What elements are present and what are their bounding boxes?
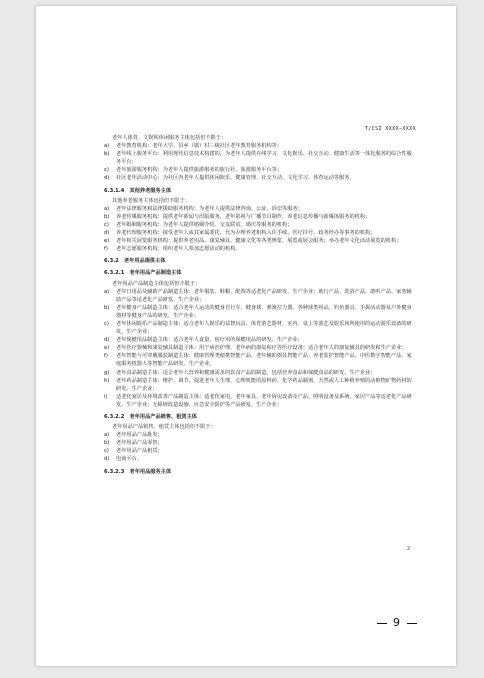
list-item-text: 养老代理服务机构：接受老年人或其家属委托，代为办理养老机构入住手续、医疗挂号、政务经办等事务的机构；: [116, 230, 376, 237]
list-marker: i): [104, 393, 108, 400]
page-number-small: 2: [406, 546, 410, 552]
document-page: [36, 6, 456, 666]
list-item-text: 适老化家居及环境改善产品制造主体：适老化家电、老年家具、老年厨房设备及产品、照明设备及系统、家居产品等适老化产品研发、生产企业；无障碍改造设施、应急安全防护等产品研发、生产企业；: [116, 393, 412, 408]
list-item: [104, 150, 416, 166]
list-marker: h): [104, 377, 110, 384]
list-item: [104, 205, 416, 213]
list-marker: b): [104, 440, 110, 447]
list-marker: b): [104, 151, 110, 158]
list-marker: a): [104, 143, 110, 150]
list-item-text: 老年线上服务平台：利用现代信息技术构建的，为老年人提供在线学习、文化娱乐、社交互动、健康生活等一体化服务的综合性服务平台；: [116, 151, 412, 166]
list-item-text: 老年教育机构：老年大学、县乡（镇）村三级社区老年教育服务机构等；: [116, 143, 283, 150]
list-item-text: 老年药品制造主体：维护、调节、促进老年人生理、心理机能的原料药、化学药品制剂、天然或人工种植养殖的动植物矿物药材的研发、生产企业；: [116, 377, 412, 392]
list-marker: d): [104, 456, 110, 463]
list-marker: b): [104, 213, 110, 220]
list-marker: c): [104, 448, 109, 455]
standard-code: T/CSI XXXX—XXXX: [364, 126, 416, 132]
list-item-text: 老年旅游服务机构：为老年人提供旅游服务的旅行社、旅游服务平台等；: [116, 167, 283, 174]
list-item-text: 老年用品产品批发；: [116, 432, 163, 439]
list-marker: g): [104, 369, 110, 376]
list-marker: e): [104, 238, 110, 245]
list-item: [104, 439, 416, 447]
paragraph: 老年用品产品销售、租赁主体包括但不限于：: [112, 424, 216, 431]
list-item: [104, 221, 416, 229]
list-item-text: 社区老年活动中心：为社区内老年人提供休闲娱乐、健康管理、社交互动、文化学习、体育运动等服务。: [116, 175, 355, 182]
list-item: [104, 304, 416, 320]
list-marker: d): [104, 337, 110, 344]
list-item-text: 老年日用品及辅助产品制造主体：老年服装、鞋帽、配饰等适老化产品研发、生产企业；助行产品、洗浴产品、助听产品、家务辅助产品等适老化产品研发、生产企业；: [116, 288, 412, 303]
paragraph: 其他养老服务主体包括但不限于：: [112, 197, 190, 204]
footer-dash-left: [377, 623, 387, 624]
list-item: [104, 344, 416, 352]
list-marker: e): [104, 345, 110, 352]
page-footer: [371, 616, 423, 629]
list-item-text: 老年相关展览服务机构：提供养老用品、康复辅具、健康文化等各类博览、展览或展会服务；举办老年文化活动展览的机构；: [116, 238, 402, 245]
list-item-text: 老年食品制造主体：适合老年人营养和健康需求的饮食产品的制造，包括营养食品和保健食品的研发、生产企业；: [116, 369, 376, 376]
list-marker: a): [104, 432, 110, 439]
list-marker: c): [104, 167, 109, 174]
document-body: [104, 134, 416, 478]
list-item-text: 养老传媒服务机构：提供老年新闻与出版服务，老年影视与广播节目制作，养老信息传播与新媒体服务的机构；: [116, 213, 371, 220]
list-item: [104, 369, 416, 377]
list-item: [104, 431, 416, 439]
list-item: [104, 142, 416, 150]
list-marker: c): [104, 221, 109, 228]
list-item: [104, 447, 416, 455]
section-heading: 6.3.2.1 老年用品产品制造主体: [104, 270, 182, 277]
list-item-text: 老年健身产品制造主体：适合老年人运动的健身自行车、健身球、弹簧拉力器、各种球类用品、钓鱼器具、手握活动器及户外健身器材等健身产品的研发、生产企业；: [116, 304, 412, 319]
list-marker: a): [104, 288, 110, 295]
list-item-text: 电商平台。: [116, 456, 142, 463]
section-heading: 6.3.2 老年用品提供主体: [104, 258, 166, 265]
list-item: [104, 288, 416, 304]
list-marker: d): [104, 230, 110, 237]
list-item-text: 老年休闲娱乐产品制造主体：适合老年人娱乐的益智玩具、体育游艺器材、室内、桌上等游艺及娱乐场所使用的运动游乐设备的研发、生产企业；: [116, 320, 412, 336]
list-item-text: 老年智能与可穿戴服装制造主体：健康管理类便携智能产品、老年辅助器具智能产品、养老监护智能产品、中医数字智能产品、家庭服务机器人等智能产品研发、生产企业。: [116, 353, 412, 368]
list-item-text: 老年保健用品制造主体：适合老年人食量、宿疗用的保健用品的研发、生产企业；: [116, 337, 303, 344]
list-marker: d): [104, 175, 110, 182]
list-item: [104, 245, 416, 253]
section-heading: 6.3.1.4 其他养老服务主体: [104, 187, 172, 194]
paragraph: 老年用品产品制造主体包括但不限于：: [112, 280, 201, 287]
list-item: [104, 174, 416, 182]
list-item: [104, 237, 416, 245]
list-marker: b): [104, 304, 110, 311]
list-item: [104, 377, 416, 393]
paragraph: 老年人体育、文娱和休闲服务主体包括但不限于：: [112, 135, 227, 141]
list-item: [104, 166, 416, 174]
list-item-text: 老年婚姻服务机构：为老年人提供婚姻介绍、交友联谊、婚庆等服务的机构；: [116, 221, 293, 228]
list-item: [104, 352, 416, 368]
list-item-text: 老年医疗器械和康复辅具制造主体：用于病治护理、老年病的康复和疗等医疗设备；适合老年人的康复辅具的研发和生产企业；: [116, 345, 407, 352]
list-item: [104, 393, 416, 409]
list-marker: f): [104, 246, 108, 253]
list-item-text: 老年志愿服务机构：组织老年人参加志愿活动的机构。: [116, 246, 241, 253]
list-item: [104, 213, 416, 221]
list-marker: c): [104, 320, 109, 327]
section-heading: 6.3.2.3 老年用品服务主体: [104, 468, 172, 475]
list-marker: f): [104, 353, 108, 360]
footer-dash-right: [407, 623, 417, 624]
list-item: [104, 336, 416, 344]
list-item: [104, 320, 416, 336]
list-item-text: 老年用品产品租赁；: [116, 448, 163, 455]
section-heading: 6.3.2.2 老年用品产品销售、租赁主体: [104, 414, 197, 420]
list-marker: a): [104, 205, 110, 212]
list-item: [104, 229, 416, 237]
list-item-text: 老年法律服务和法律援助服务机构：为老年人提供法律咨询、公证、诉讼等服务；: [116, 205, 303, 212]
list-item: [104, 455, 416, 463]
list-item-text: 老年用品产品零售；: [116, 440, 163, 447]
footer-page-number: 9: [393, 616, 401, 629]
